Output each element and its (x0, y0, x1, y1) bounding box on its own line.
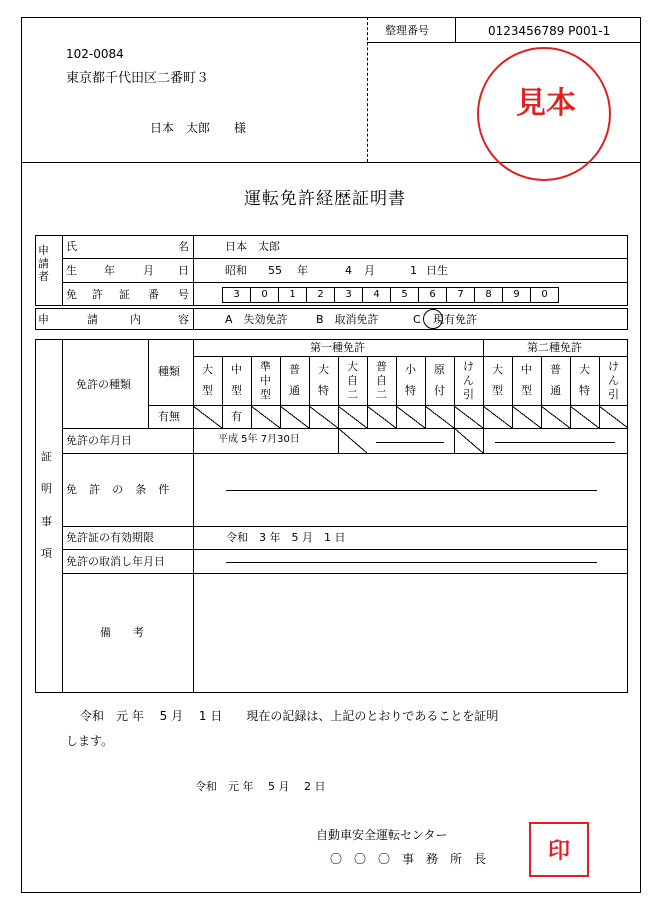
request-option-c-text: 現有免許 (433, 313, 477, 326)
license-presence-slash (338, 406, 367, 428)
license-type-label: 小 特 (405, 363, 416, 397)
license-digit: 7 (447, 288, 475, 303)
dob-day-unit: 日生 (426, 264, 448, 277)
class1-label: 第一種免許 (310, 341, 365, 354)
request-label-1: 申 (38, 313, 49, 326)
remarks-label: 備 考 (100, 626, 144, 639)
issue-date: 令和 元 年 5 月 2 日 (195, 780, 326, 793)
dob-day: 1 (410, 264, 417, 277)
license-types-label: 免許の種類 (76, 378, 131, 391)
license-digit: 0 (251, 288, 279, 303)
license-presence-slash (280, 406, 309, 428)
license-digit: 4 (363, 288, 391, 303)
license-no-label-1: 免 (66, 288, 77, 301)
dob-month-unit: 月 (364, 264, 375, 277)
postal-code: 102-0084 (66, 47, 124, 61)
name-value: 日本 太郎 (225, 240, 280, 253)
license-date-label: 免許の年月日 (66, 434, 132, 447)
request-option-a: A 失効免許 (225, 313, 288, 326)
document-title: 運転免許経歴証明書 (244, 189, 406, 209)
name-label-a: 氏 (66, 240, 77, 253)
sample-stamp-text: 見本 (516, 86, 576, 121)
license-type-label: け ん 引 (463, 360, 474, 401)
serial-row-line (367, 42, 641, 43)
license-digit: 3 (335, 288, 363, 303)
dob-month: 4 (345, 264, 352, 277)
license-presence-mark: 有 (231, 410, 242, 423)
license-no-label-2: 許 (92, 288, 103, 301)
license-type-label: 大 自 二 (347, 360, 358, 401)
date-slash-1 (338, 428, 367, 453)
license-presence-slash (570, 406, 599, 428)
validity-value: 令和 3 年 5 月 1 日 (226, 531, 346, 544)
dob-year: 55 (268, 264, 282, 277)
date-blank-line-1 (376, 442, 444, 443)
license-type-label: 普 通 (289, 363, 300, 397)
dob-label-4: 日 (178, 264, 189, 277)
license-type-label: 普 自 二 (376, 360, 387, 401)
license-no-label-4: 番 (148, 288, 159, 301)
name-label-b: 名 (178, 240, 189, 253)
license-no-label-5: 号 (178, 288, 189, 301)
license-presence-slash (396, 406, 425, 428)
statement-line-2: します。 (66, 734, 114, 748)
license-type-label: 準 中 型 (260, 360, 271, 401)
license-digit: 1 (279, 288, 307, 303)
request-label-2: 請 (87, 313, 98, 326)
addressee: 日本 太郎 様 (150, 121, 247, 135)
request-option-b: B 取消免許 (316, 313, 379, 326)
dob-label-2: 年 (104, 264, 115, 277)
license-digit: 3 (223, 288, 251, 303)
center-name: 自動車安全運転センター (316, 828, 448, 842)
presence-label: 有無 (158, 410, 180, 423)
revocation-label: 免許の取消し年月日 (66, 555, 165, 568)
header-dashed-divider (367, 17, 368, 162)
license-digit: 0 (531, 288, 559, 303)
license-presence-slash (454, 406, 483, 428)
request-option-c: C (413, 313, 421, 326)
applicant-side-label: 申 請 者 (38, 244, 49, 284)
license-date-value: 平成 5年 7月30日 (218, 434, 300, 445)
license-type-label: 大 型 (492, 363, 503, 397)
license-digit: 2 (307, 288, 335, 303)
kind-label: 種類 (158, 365, 180, 378)
revocation-blank-line (226, 562, 597, 563)
date-slash-2 (454, 428, 483, 453)
conditions-blank-line (226, 490, 597, 491)
license-type-label: け ん 引 (608, 360, 619, 401)
dob-year-unit: 年 (297, 264, 308, 277)
license-type-label: 大 特 (318, 363, 329, 397)
dob-label-3: 月 (143, 264, 154, 277)
license-type-label: 大 特 (579, 363, 590, 397)
license-presence-slash (541, 406, 570, 428)
license-presence-slash (309, 406, 338, 428)
serial-label: 整理番号 (385, 24, 429, 37)
statement-line-1: 令和 元 年 5 月 1 日 現在の記録は、上記のとおりであることを証明 (80, 709, 499, 723)
license-presence-slash (425, 406, 454, 428)
license-no-label-3: 証 (119, 288, 130, 301)
license-digit: 8 (475, 288, 503, 303)
license-presence-slash (367, 406, 396, 428)
date-blank-line-2 (495, 442, 615, 443)
license-type-label: 大 型 (202, 363, 213, 397)
request-label-3: 内 (130, 313, 141, 326)
class2-label: 第二種免許 (527, 341, 582, 354)
license-number-boxes (222, 287, 559, 303)
license-type-label: 原 付 (434, 363, 445, 397)
license-type-label: 中 型 (521, 363, 532, 397)
license-digit: 5 (391, 288, 419, 303)
dob-era: 昭和 (225, 264, 247, 277)
address: 東京都千代田区二番町３ (66, 71, 210, 86)
serial-value: 0123456789 P001-1 (488, 24, 611, 38)
certification-side-label: 証 明 事 項 (41, 450, 52, 561)
license-presence-slash (193, 406, 222, 428)
request-label-4: 容 (178, 313, 189, 326)
office-head: 〇 〇 〇 事 務 所 長 (330, 852, 487, 866)
license-type-label: 中 型 (231, 363, 242, 397)
license-presence-slash (512, 406, 541, 428)
conditions-label: 免許の条件 (66, 483, 182, 496)
license-digit: 6 (419, 288, 447, 303)
license-type-label: 普 通 (550, 363, 561, 397)
validity-label: 免許証の有効期限 (66, 531, 154, 544)
serial-divider (455, 17, 456, 42)
license-digit: 9 (503, 288, 531, 303)
license-presence-slash (483, 406, 512, 428)
dob-label-1: 生 (66, 264, 77, 277)
official-seal: 印 (529, 822, 589, 877)
license-presence-slash (599, 406, 628, 428)
license-presence-slash (251, 406, 280, 428)
